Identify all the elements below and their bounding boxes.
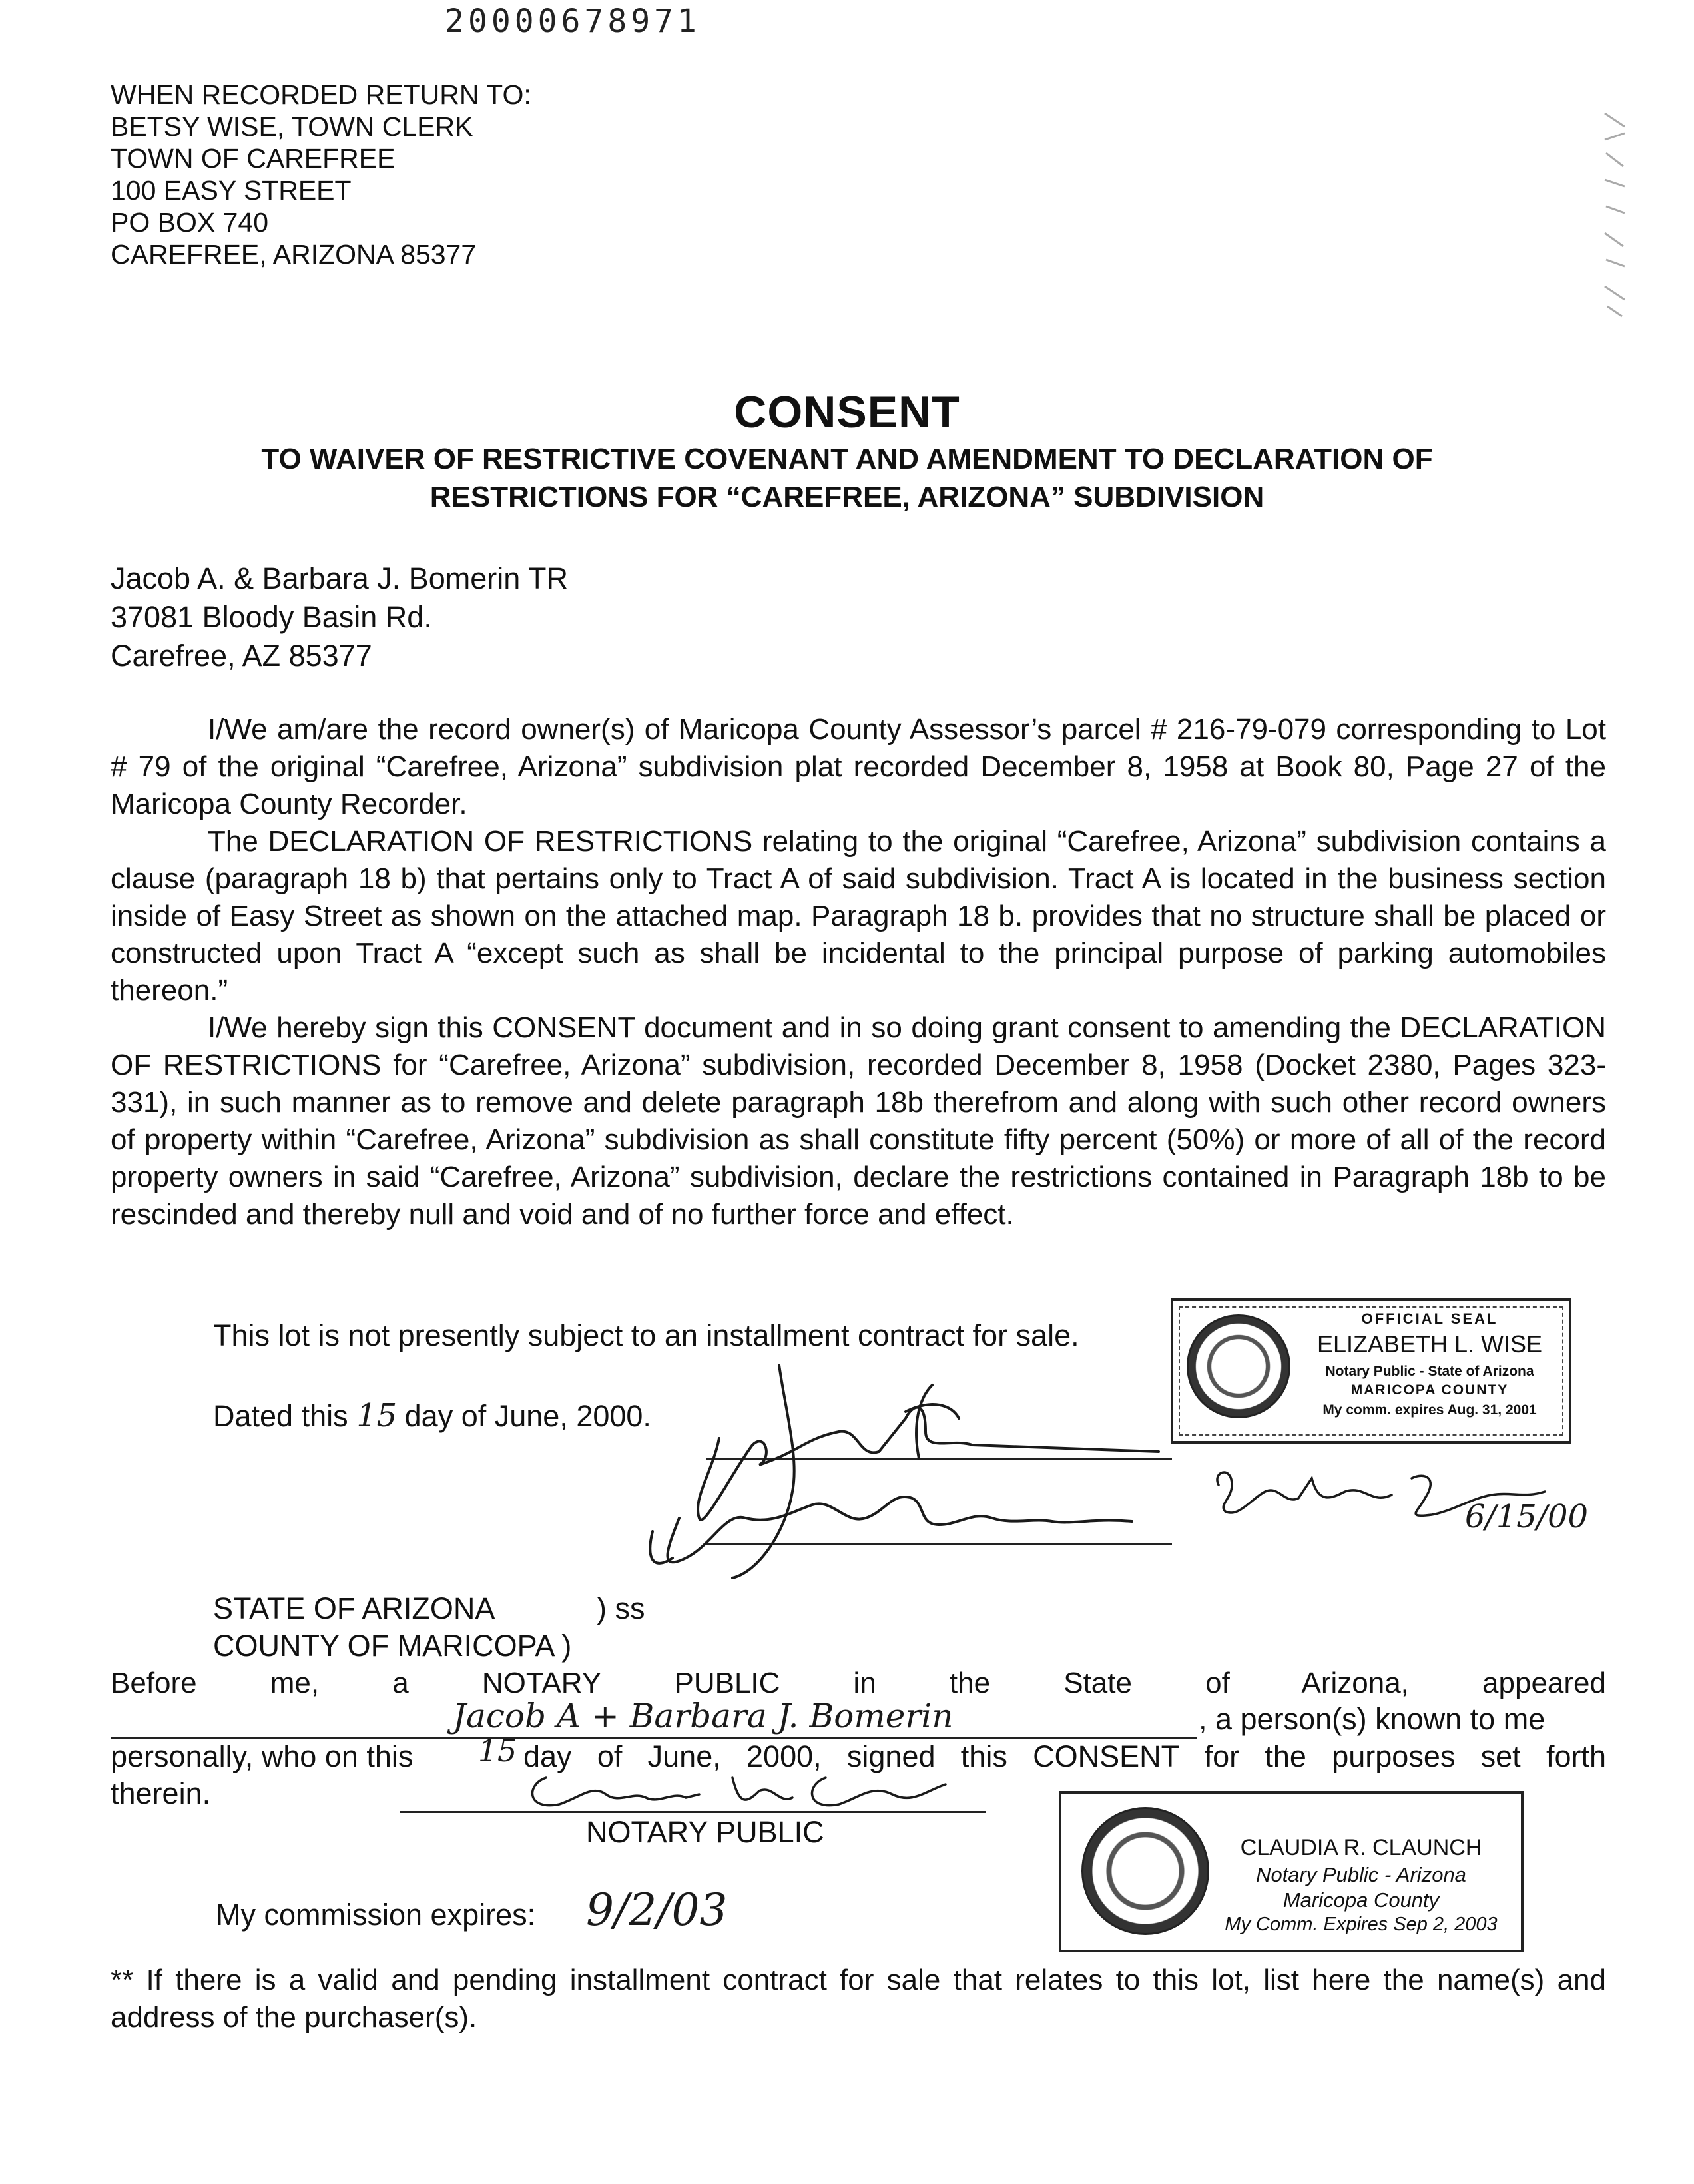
official-seal-claudia-claunch <box>1059 1791 1524 1952</box>
return-to-line: PO BOX 740 <box>111 207 269 238</box>
seal2-line3: My Comm. Expires Sep 2, 2003 <box>1225 1914 1498 1935</box>
appeared-name-line <box>111 1737 1197 1739</box>
document-title: CONSENT <box>734 387 960 437</box>
document-number: 20000678971 <box>445 3 701 40</box>
commission-date-handwritten: 9/2/03 <box>586 1884 728 1936</box>
body-paragraph-3: I/We hereby sign this CONSENT document and in so doing grant consent to amending the DECLARATION OF RESTRICTIONS for “Carefree, Arizona” subdivision, recorded December 8, 1958 (Docket 2380, Pages 323-331), in such manner as to remove and delete paragraph 18b therefrom and along with such other record owners of property within “Carefree, Arizona” subdivision as shall constitute fifty percent (50%) or more of all of the record property owners in said “Carefree, Arizona” subdivision, declare the restrictions contained in Paragraph 18b to be rescinded and thereby null and void and of no further force and effect. <box>111 1011 1606 1230</box>
owner-block <box>111 559 568 675</box>
seal1-name: ELIZABETH L. WISE <box>1316 1330 1543 1358</box>
body-paragraph-2: The DECLARATION OF RESTRICTIONS relating to the original “Carefree, Arizona” subdivision contains a clause (paragraph 18 b) that pertains only to Tract A of said subdivision. Tract A is located in the business section inside of Easy Street as shown on the attached map. Paragraph 18 b. provides that no structure shall be placed or constructed upon Tract A “except such as shall be incidental to the principal purpose of parking automobiles thereon.” <box>111 825 1606 1007</box>
venue-state: STATE OF ARIZONA <box>213 1591 495 1625</box>
notary-signature <box>519 1765 986 1818</box>
notary-public-label: NOTARY PUBLIC <box>586 1815 824 1849</box>
footnote: ** If there is a valid and pending installment contract for sale that relates to this lot, list here the name(s) and address of the purchaser(s). <box>111 1964 1606 2034</box>
document-subtitle-line-1: TO WAIVER OF RESTRICTIVE COVENANT AND AMENDMENT TO DECLARATION OF <box>261 443 1433 475</box>
seal1-line2: MARICOPA COUNTY <box>1350 1382 1509 1398</box>
return-to-line: CAREFREE, ARIZONA 85377 <box>111 239 477 270</box>
commission-label: My commission expires: <box>216 1898 536 1932</box>
seal1-header: OFFICIAL SEAL <box>1361 1310 1498 1327</box>
notary-line-4: therein. <box>111 1776 211 1810</box>
contract-statement: This lot is not presently subject to an installment contract for sale. <box>213 1318 1079 1352</box>
venue-ss: ) ss <box>597 1591 645 1625</box>
owner-name: Jacob A. & Barbara J. Bomerin TR <box>111 561 568 595</box>
seal2-line2: Maricopa County <box>1282 1888 1440 1912</box>
notary-line-1: Before me, a NOTARY PUBLIC in the State of Arizona, appeared <box>111 1667 1606 1699</box>
witness-date: 6/15/00 <box>1465 1498 1589 1535</box>
arizona-seal-icon <box>1187 1314 1290 1418</box>
seal2-line1: Notary Public - Arizona <box>1256 1863 1466 1886</box>
notary-day-handwritten: 15 <box>477 1733 517 1769</box>
return-to-line: 100 EASY STREET <box>111 175 352 206</box>
return-to-line: WHEN RECORDED RETURN TO: <box>111 79 531 110</box>
dated-suffix: day of June, 2000. <box>404 1399 651 1433</box>
venue-county: COUNTY OF MARICOPA ) <box>213 1629 572 1663</box>
owner-street: 37081 Bloody Basin Rd. <box>111 600 432 634</box>
body-paragraph-1: I/We am/are the record owner(s) of Maricopa County Assessor’s parcel # 216-79-079 corresponding to Lot # 79 of the original “Carefree, Arizona” subdivision plat recorded December 8, 1958 at Book 80, Page 27 of the Maricopa County Recorder. <box>111 713 1606 820</box>
return-to-line: TOWN OF CAREFREE <box>111 143 396 174</box>
seal2-name: CLAUDIA R. CLAUNCH <box>1240 1835 1482 1860</box>
arizona-seal-icon <box>1081 1807 1209 1935</box>
return-to-block <box>111 79 531 270</box>
seal1-line1: Notary Public - State of Arizona <box>1325 1364 1534 1379</box>
notary-line-2-suffix: , a person(s) known to me <box>1199 1702 1546 1736</box>
owner-city: Carefree, AZ 85377 <box>111 639 372 673</box>
notary-line-3-suffix: day of June, 2000, signed this CONSENT for the purposes set forth <box>523 1739 1606 1773</box>
notary-line-3-prefix: personally, who on this <box>111 1739 414 1773</box>
return-to-line: BETSY WISE, TOWN CLERK <box>111 111 473 142</box>
dated-prefix: Dated this <box>213 1399 348 1433</box>
seal1-line3: My comm. expires Aug. 31, 2001 <box>1322 1402 1537 1418</box>
recorder-stamp-mark <box>1598 107 1631 320</box>
dated-day-handwritten: 15 <box>356 1397 398 1434</box>
appeared-name-handwritten: Jacob A + Barbara J. Bomerin <box>453 1697 954 1735</box>
owner-signatures <box>639 1358 1172 1585</box>
official-seal-elizabeth-wise <box>1171 1298 1571 1444</box>
dated-line <box>213 1397 651 1434</box>
document-subtitle-line-2: RESTRICTIONS FOR “CAREFREE, ARIZONA” SUBDIVISION <box>429 481 1265 513</box>
